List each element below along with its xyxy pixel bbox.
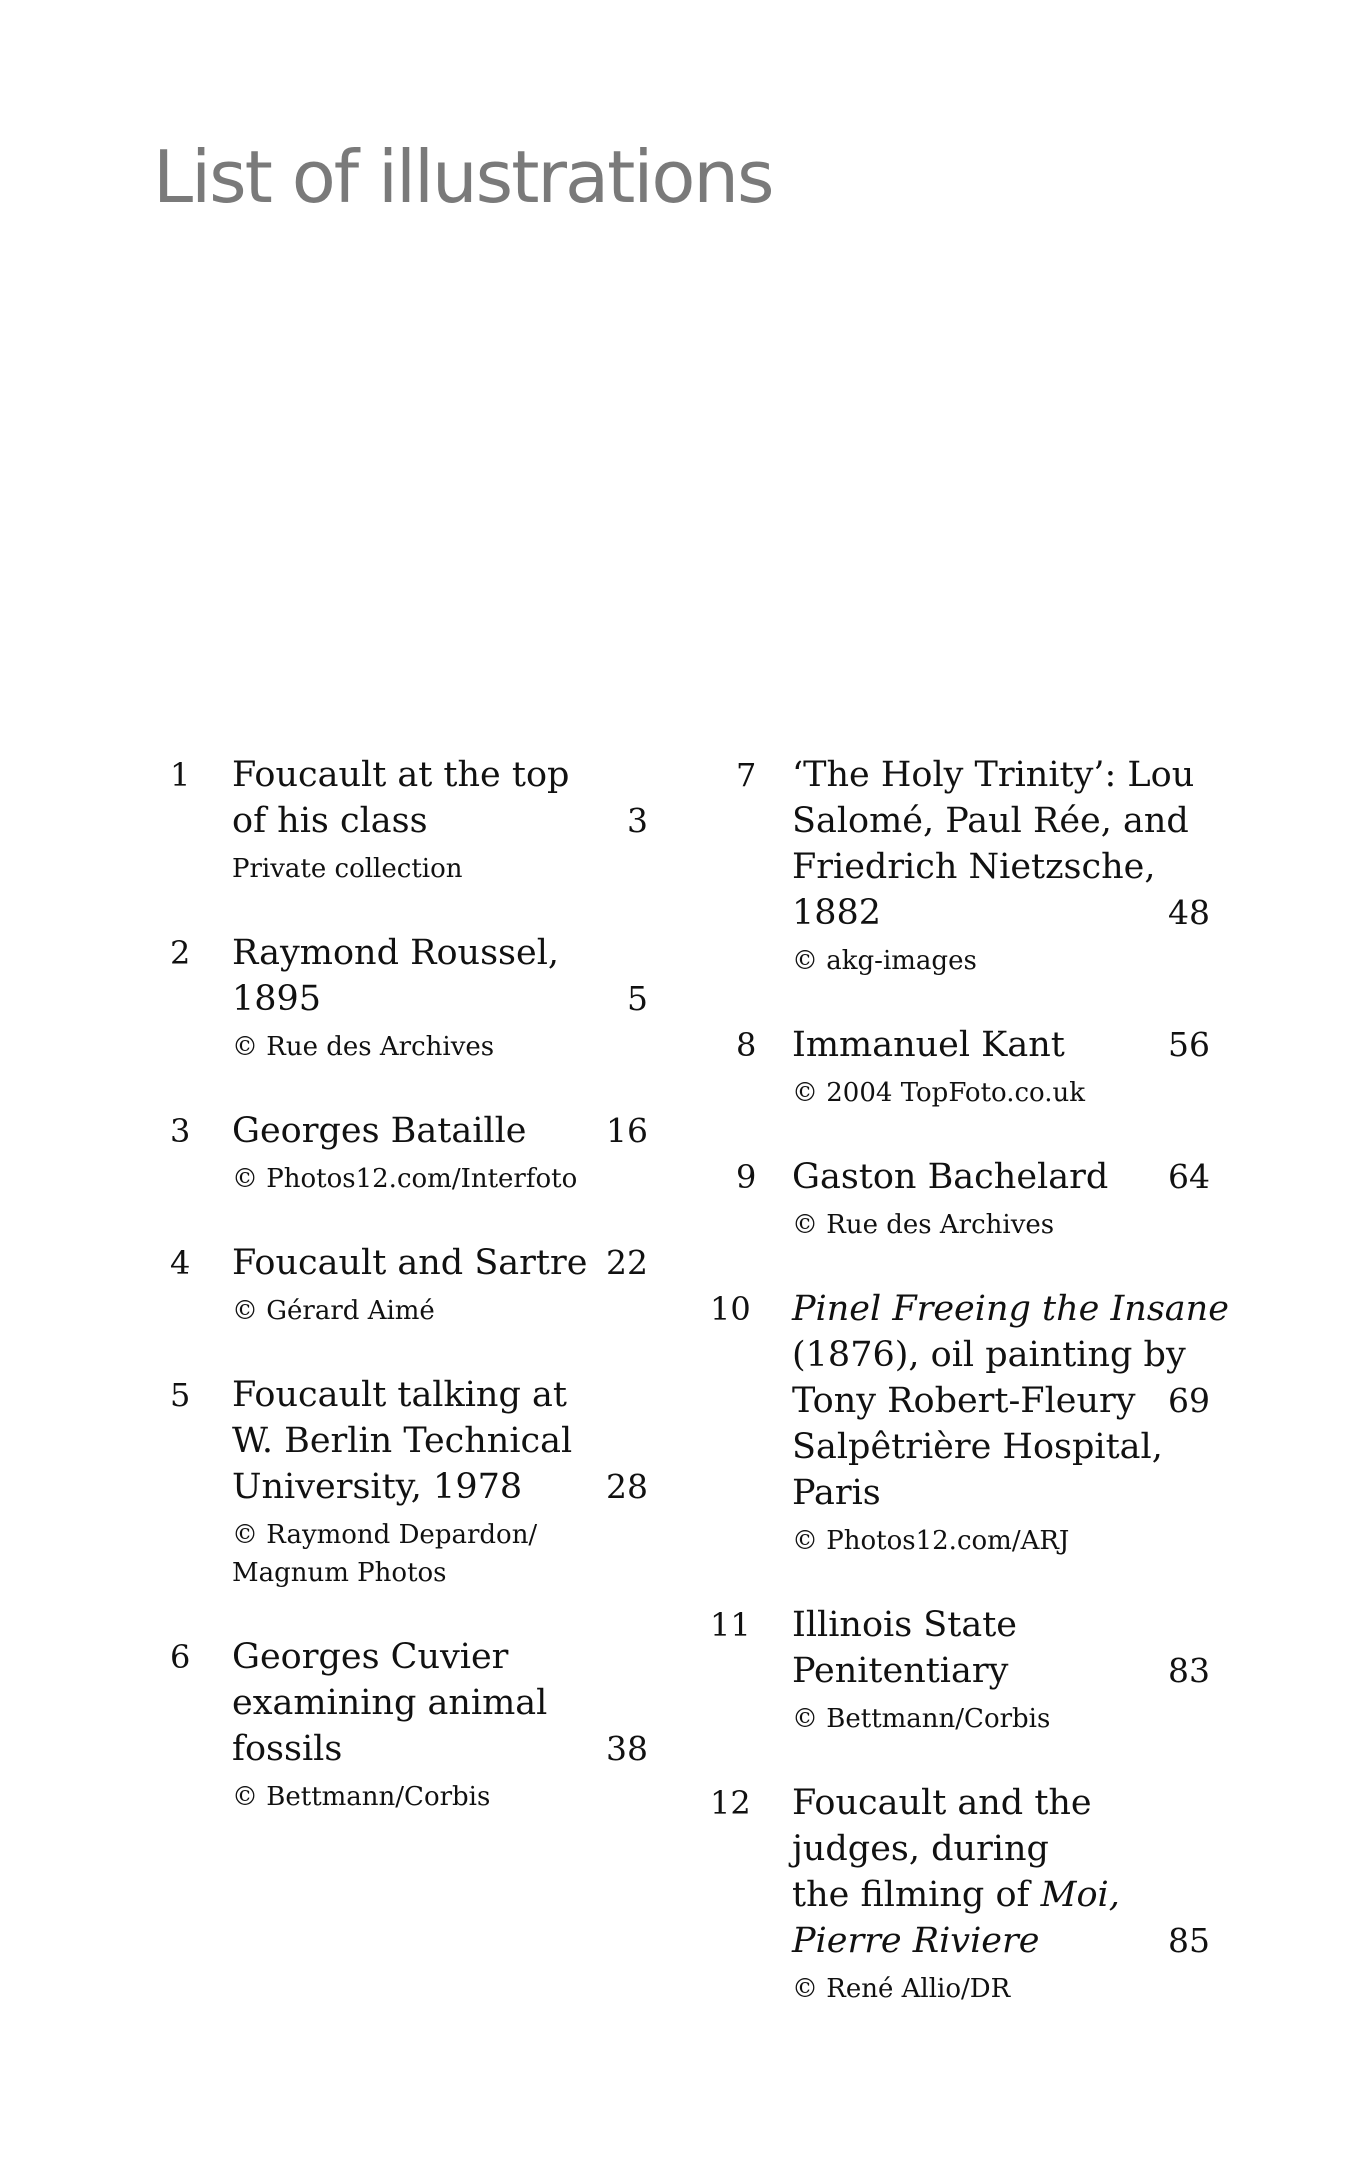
page-title: List of illustrations	[153, 135, 773, 219]
entry-credit: © Gérard Aimé	[232, 1296, 435, 1326]
entry-caption-line: 1882	[792, 893, 882, 933]
entry-caption-line: 1895	[232, 979, 322, 1019]
entry-credit: © Bettmann/Corbis	[792, 1704, 1051, 1734]
entry-caption-line: Foucault at the top	[232, 755, 570, 795]
entry-caption-line: Foucault and Sartre	[232, 1243, 588, 1283]
entry-caption-line: the filming of	[792, 1875, 1030, 1915]
entry-credit: © René Allio/DR	[792, 1974, 1011, 2004]
illustration-entry	[710, 752, 1210, 980]
entry-number: 9	[736, 1158, 757, 1196]
entry-caption-line: Penitentiary	[792, 1651, 1009, 1691]
entry-credit: © 2004 TopFoto.co.uk	[792, 1078, 1086, 1108]
entry-caption-line: Pinel Freeing the Insane	[792, 1289, 1229, 1329]
entry-number: 7	[736, 756, 757, 794]
illustration-entry	[710, 1602, 1210, 1738]
entry-credit: © Photos12.com/ARJ	[792, 1526, 1070, 1556]
entry-caption-line: Foucault and the	[792, 1783, 1092, 1823]
entry-caption-line: Gaston Bachelard	[792, 1157, 1109, 1197]
entry-caption-line: Georges Bataille	[232, 1111, 527, 1151]
entry-page-number: 83	[1168, 1651, 1210, 1690]
entry-number: 3	[170, 1112, 191, 1150]
entry-credit: Magnum Photos	[232, 1558, 447, 1588]
illustration-entry	[710, 1780, 1210, 2008]
entry-caption-title-italic: Moi,	[1040, 1875, 1120, 1915]
entry-number: 10	[710, 1290, 751, 1328]
entry-credit: © Rue des Archives	[792, 1210, 1055, 1240]
entry-caption-line: examining animal	[232, 1683, 548, 1723]
entry-caption-line: Raymond Roussel,	[232, 933, 560, 973]
illustration-entry	[170, 1108, 648, 1198]
entry-caption-line: Illinois State	[792, 1605, 1017, 1645]
entry-page-number: 56	[1168, 1025, 1210, 1064]
entry-number: 12	[710, 1784, 751, 1822]
illustration-entry	[710, 1286, 1229, 1560]
entry-number: 8	[736, 1026, 757, 1064]
entry-credit: © Rue des Archives	[232, 1032, 495, 1062]
entry-caption-line: Paris	[792, 1473, 881, 1513]
entry-number: 1	[170, 756, 191, 794]
entry-page-number: 5	[627, 979, 648, 1018]
entry-caption-line: Pierre Riviere	[792, 1921, 1040, 1961]
entry-page-number: 3	[627, 801, 648, 840]
entry-number: 4	[170, 1244, 191, 1282]
entry-credit: © Bettmann/Corbis	[232, 1782, 491, 1812]
illustration-entry	[170, 752, 648, 888]
entry-number: 11	[710, 1606, 751, 1644]
entry-caption-line: judges, during	[792, 1829, 1049, 1869]
entry-caption-line: fossils	[232, 1729, 343, 1769]
entry-page-number: 64	[1168, 1157, 1210, 1196]
entry-page-number: 38	[606, 1729, 648, 1768]
entry-credit: © Raymond Depardon/	[232, 1520, 538, 1550]
entry-caption-line: Salomé, Paul Rée, and	[792, 801, 1189, 841]
entry-credit: © Photos12.com/Interfoto	[232, 1164, 578, 1194]
entry-page-number: 28	[606, 1467, 648, 1506]
entry-caption-line: Georges Cuvier	[232, 1637, 509, 1677]
entry-page-number: 16	[606, 1111, 648, 1150]
illustration-entry	[170, 930, 648, 1066]
entry-caption-line: Foucault talking at	[232, 1375, 567, 1415]
illustration-entry	[710, 1022, 1210, 1112]
entry-caption-line: of his class	[232, 801, 428, 841]
entry-credit: Private collection	[232, 854, 463, 884]
entry-caption-line: (1876), oil painting by	[792, 1335, 1186, 1375]
illustration-entry	[710, 1154, 1210, 1244]
entry-page-number: 85	[1168, 1921, 1210, 1960]
entry-caption-line: Friedrich Nietzsche,	[792, 847, 1156, 887]
entry-caption-line: Immanuel Kant	[792, 1025, 1065, 1065]
entry-number: 5	[170, 1376, 191, 1414]
illustrations-column-left	[170, 752, 648, 1858]
entry-page-number: 69	[1168, 1381, 1210, 1420]
entry-page-number: 22	[606, 1243, 648, 1282]
entry-caption-line: W. Berlin Technical	[232, 1421, 573, 1461]
entry-caption-line: Tony Robert-Fleury	[792, 1381, 1136, 1421]
entry-number: 2	[170, 934, 191, 972]
entry-caption-line: ‘The Holy Trinity’: Lou	[792, 755, 1195, 795]
entry-credit: © akg-images	[792, 946, 977, 976]
illustration-entry	[170, 1634, 648, 1816]
entry-caption-line: Salpêtrière Hospital,	[792, 1427, 1163, 1467]
entry-page-number: 48	[1168, 893, 1210, 932]
entry-number: 6	[170, 1638, 191, 1676]
illustrations-column-right	[710, 752, 1229, 2050]
illustration-entry	[170, 1240, 648, 1330]
entry-caption-line: University, 1978	[232, 1467, 523, 1507]
illustration-entry	[170, 1372, 648, 1592]
